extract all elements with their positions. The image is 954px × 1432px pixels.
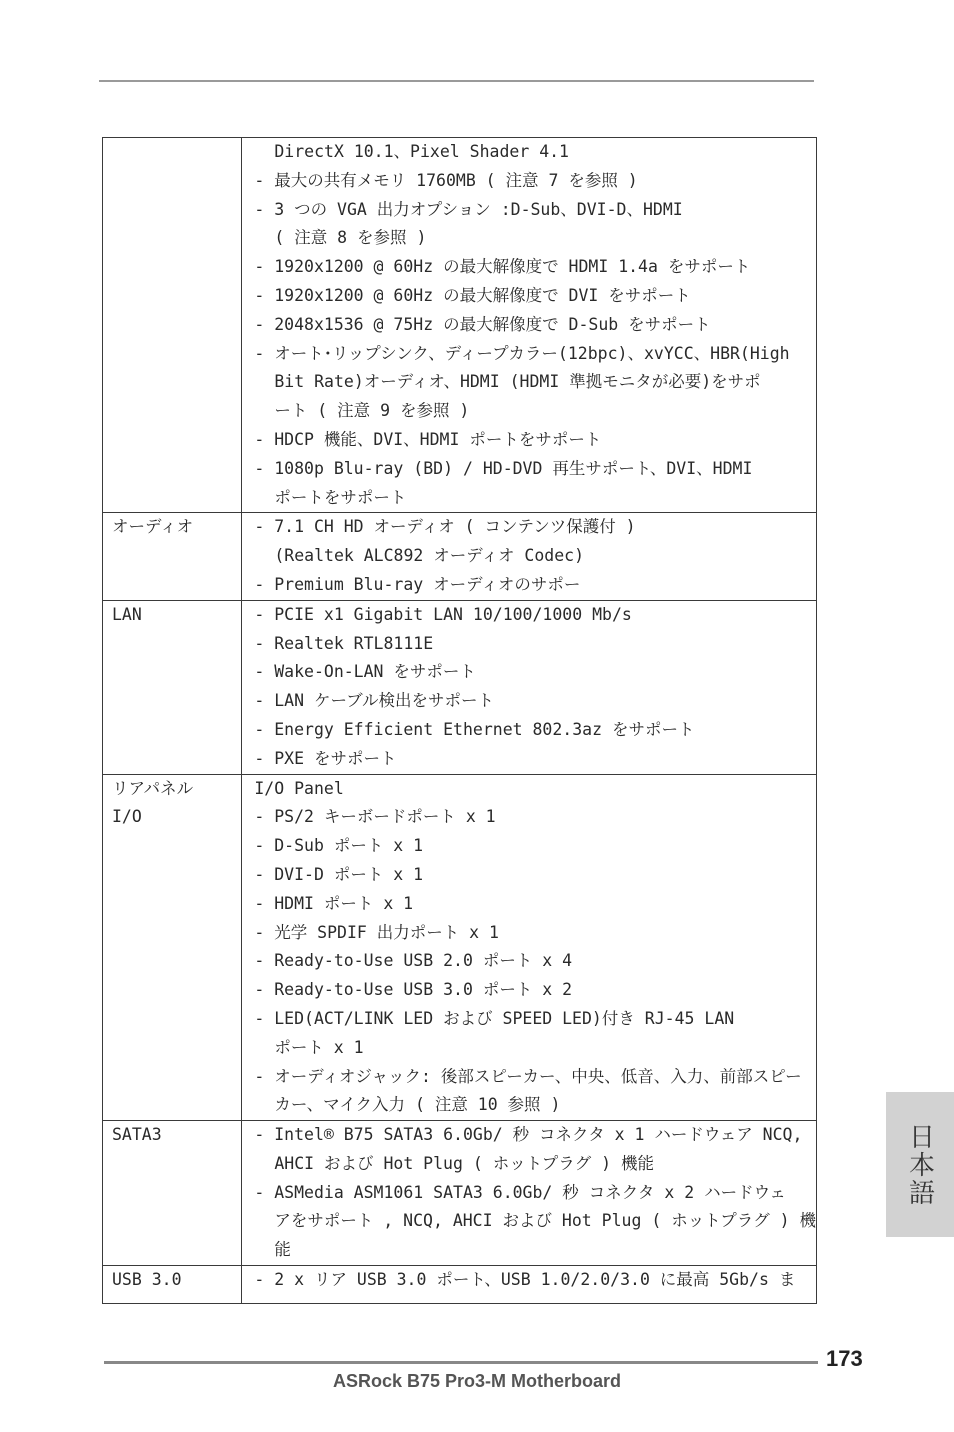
spec-line: - 3 つの VGA 出力オプション :D-Sub、DVI-D、HDMI: [254, 199, 683, 219]
spec-line: - PS/2 キーボードポート x 1: [254, 807, 496, 827]
spec-line: - 1920x1200 @ 60Hz の最大解像度で HDMI 1.4a をサポート: [254, 257, 751, 277]
spec-line: DirectX 10.1、Pixel Shader 4.1: [274, 142, 569, 161]
spec-label-text: SATA3: [112, 1125, 162, 1145]
spec-line: ポートをサポート: [274, 487, 407, 507]
spec-label-text: LAN: [112, 604, 142, 624]
spec-line: - Realtek RTL8111E: [254, 633, 434, 653]
spec-line: ート ( 注意 9 を参照 ): [274, 401, 470, 421]
language-tab-label: 日本語: [904, 1122, 935, 1207]
spec-line: ( 注意 8 を参照 ): [274, 228, 427, 248]
spec-line: - オート･リップシンク、ディープカラー(12bpc)、xvYCC、HBR(High: [254, 343, 790, 363]
spec-label: [103, 774, 242, 1121]
spec-line: - 最大の共有メモリ 1760MB ( 注意 7 を参照 ): [254, 170, 638, 190]
spec-line: - Intel® B75 SATA3 6.0Gb/ 秒 コネクタ x 1 ハードウェア NCQ,: [254, 1125, 803, 1145]
spec-line: - HDMI ポート x 1: [254, 893, 414, 913]
spec-line: - ASMedia ASM1061 SATA3 6.0Gb/ 秒 コネクタ x 2 ハードウェ: [254, 1182, 786, 1202]
spec-line: - D-Sub ポート x 1: [254, 836, 424, 856]
spec-label: [103, 1121, 242, 1266]
top-rule: [99, 80, 814, 82]
language-tab: [886, 1092, 954, 1237]
spec-row: [103, 513, 817, 600]
spec-line: (Realtek ALC892 オーディオ Codec): [274, 546, 585, 566]
spec-row: [103, 1266, 817, 1304]
spec-label-text: オーディオ: [112, 517, 194, 537]
spec-label: [103, 513, 242, 600]
spec-line: AHCI および Hot Plug ( ホットプラグ ) 機能: [274, 1153, 655, 1173]
spec-content: [242, 1266, 817, 1304]
spec-line: ポート x 1: [274, 1037, 364, 1057]
spec-line: - HDCP 機能、DVI、HDMI ポートをサポート: [254, 429, 602, 449]
spec-content: [242, 774, 817, 1121]
spec-table: [102, 137, 817, 1304]
spec-content: [242, 138, 817, 513]
spec-line: I/O Panel: [254, 778, 344, 798]
spec-line: - 2 x リア USB 3.0 ポート、USB 1.0/2.0/3.0 に最高 5Gb/s ま: [254, 1270, 796, 1290]
spec-row: [103, 138, 817, 513]
spec-label-text: I/O: [112, 807, 142, 827]
spec-label: [103, 138, 242, 513]
spec-line: - Wake-On-LAN をサポート: [254, 662, 476, 682]
spec-line: - 1080p Blu-ray (BD) / HD-DVD 再生サポート、DVI、HDMI: [254, 458, 753, 478]
spec-line: - オーディオジャック: 後部スピーカー、中央、低音、入力、前部スピー: [254, 1066, 802, 1086]
spec-line: - PCIE x1 Gigabit LAN 10/100/1000 Mb/s: [254, 604, 632, 624]
spec-row: [103, 600, 817, 774]
spec-content: [242, 600, 817, 774]
spec-line: - DVI-D ポート x 1: [254, 864, 424, 884]
spec-line: - Premium Blu-ray オーディオのサポー: [254, 574, 581, 594]
spec-row: [103, 1121, 817, 1266]
spec-row: [103, 774, 817, 1121]
spec-label: [103, 1266, 242, 1304]
spec-line: カー、マイク入力 ( 注意 10 参照 ): [274, 1095, 561, 1115]
spec-label-text: リアパネル: [112, 778, 194, 798]
spec-content: [242, 513, 817, 600]
spec-line: - 7.1 CH HD オーディオ ( コンテンツ保護付 ): [254, 517, 636, 537]
spec-line: - PXE をサポート: [254, 748, 397, 768]
spec-line: - Ready-to-Use USB 2.0 ポート x 4: [254, 951, 573, 971]
spec-line: アをサポート , NCQ, AHCI および Hot Plug ( ホットプラグ ) 機: [274, 1211, 816, 1231]
spec-line: - 光学 SPDIF 出力ポート x 1: [254, 922, 499, 942]
spec-line: - Energy Efficient Ethernet 802.3az をサポート: [254, 719, 695, 739]
spec-line: - Ready-to-Use USB 3.0 ポート x 2: [254, 980, 573, 1000]
bottom-rule: [104, 1361, 818, 1364]
spec-line: Bit Rate)オーディオ、HDMI (HDMI 準拠モニタが必要)をサポ: [274, 372, 761, 392]
spec-line: - LAN ケーブル検出をサポート: [254, 691, 494, 711]
footer-title: ASRock B75 Pro3-M Motherboard: [332, 1371, 622, 1391]
spec-label: [103, 600, 242, 774]
spec-label-text: USB 3.0: [112, 1270, 182, 1290]
spec-line: - 1920x1200 @ 60Hz の最大解像度で DVI をサポート: [254, 285, 691, 305]
page-number: 173: [826, 1346, 863, 1371]
spec-line: - 2048x1536 @ 75Hz の最大解像度で D-Sub をサポート: [254, 314, 711, 334]
spec-content: [242, 1121, 817, 1266]
spec-line: - LED(ACT/LINK LED および SPEED LED)付き RJ-45 LAN: [254, 1008, 735, 1028]
spec-line: 能: [274, 1240, 291, 1260]
